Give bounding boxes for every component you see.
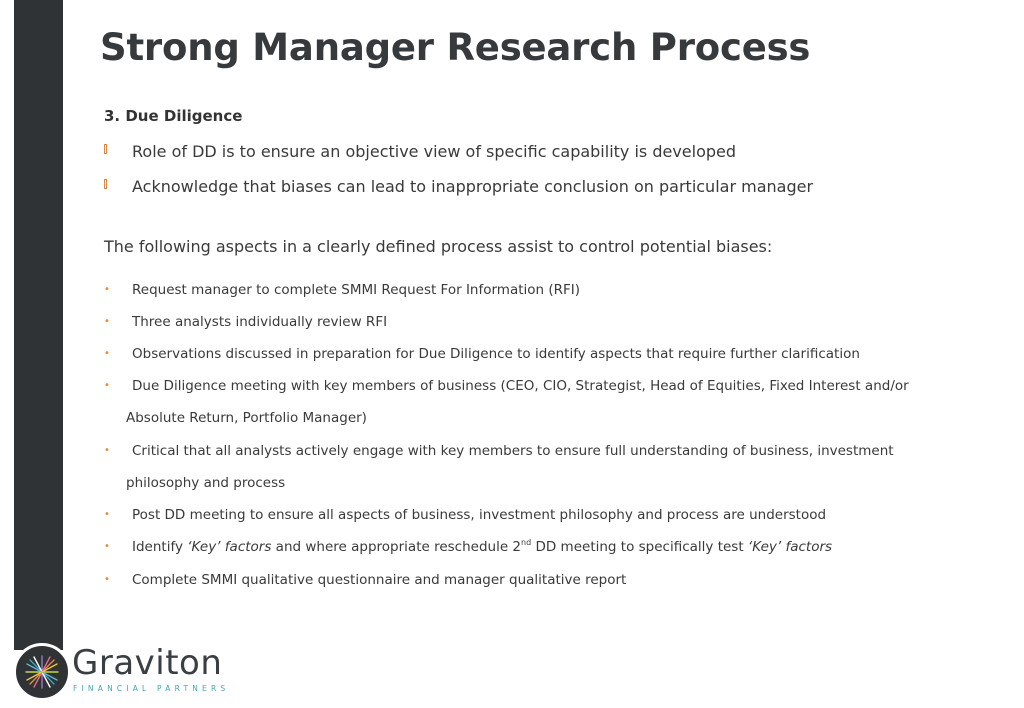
sub-bullet-continuation: Absolute Return, Portfolio Manager) [126, 410, 367, 426]
dot-bullet-icon: • [104, 574, 110, 585]
dot-bullet-icon: • [104, 380, 110, 391]
sub-bullet [104, 435, 924, 499]
sub-bullet-text: Three analysts individually review RFI [132, 314, 388, 330]
logo-star-icon [16, 646, 68, 698]
primary-bullet-text: Role of DD is to ensure an objective view of specific capability is developed [132, 142, 737, 161]
primary-bullet-text: Acknowledge that biases can lead to inappropriate conclusion on particular manager [132, 177, 814, 196]
sub-bullet-text: Critical that all analysts actively engage with key members to ensure full understanding of business, investment [132, 443, 894, 459]
logo-tagline: FINANCIAL PARTNERS [73, 684, 230, 693]
sub-bullet [104, 564, 924, 596]
logo-wordmark: Graviton [72, 643, 223, 683]
sub-bullet [104, 499, 924, 531]
square-bullet-icon [104, 179, 107, 189]
sub-bullet-continuation: philosophy and process [126, 475, 286, 491]
text-run: and where appropriate reschedule 2 [271, 539, 522, 555]
sub-bullet-text [104, 531, 924, 563]
text-run: DD meeting to specifically test [531, 539, 748, 555]
ordinal-suffix: nd [521, 538, 532, 547]
dot-bullet-icon: • [104, 509, 110, 520]
sub-bullet [104, 370, 924, 434]
dot-bullet-icon: • [104, 316, 110, 327]
square-bullet-icon [104, 144, 107, 154]
sub-bullet-text: Complete SMMI qualitative questionnaire and manager qualitative report [132, 572, 627, 588]
sub-bullet [104, 531, 924, 563]
text-run: Identify [132, 539, 188, 555]
dot-bullet-icon: • [104, 348, 110, 359]
dot-bullet-icon: • [104, 445, 110, 456]
sub-bullet-text: Observations discussed in preparation for Due Diligence to identify aspects that require further clarification [132, 346, 860, 362]
sub-bullet [104, 274, 924, 306]
sub-bullet-text: Due Diligence meeting with key members of business (CEO, CIO, Strategist, Head of Equities, Fixed Interest and/or [132, 378, 909, 394]
emphasis-key-factors: ‘Key’ factors [187, 539, 272, 555]
sub-bullet [104, 338, 924, 370]
dot-bullet-icon: • [104, 284, 110, 295]
left-accent-bar [14, 0, 63, 650]
section-heading: 3. Due Diligence [104, 107, 243, 125]
graviton-logo-mark-icon [13, 643, 71, 701]
sub-bullet-text: Post DD meeting to ensure all aspects of business, investment philosophy and process are understood [132, 507, 827, 523]
emphasis-key-factors: ‘Key’ factors [747, 539, 833, 555]
slide-title: Strong Manager Research Process [100, 26, 811, 69]
sub-bullet [104, 306, 924, 338]
sub-bullet-text: Request manager to complete SMMI Request For Information (RFI) [132, 282, 581, 298]
dot-bullet-icon: • [104, 541, 110, 552]
intro-text: The following aspects in a clearly defined process assist to control potential biases: [104, 237, 773, 256]
